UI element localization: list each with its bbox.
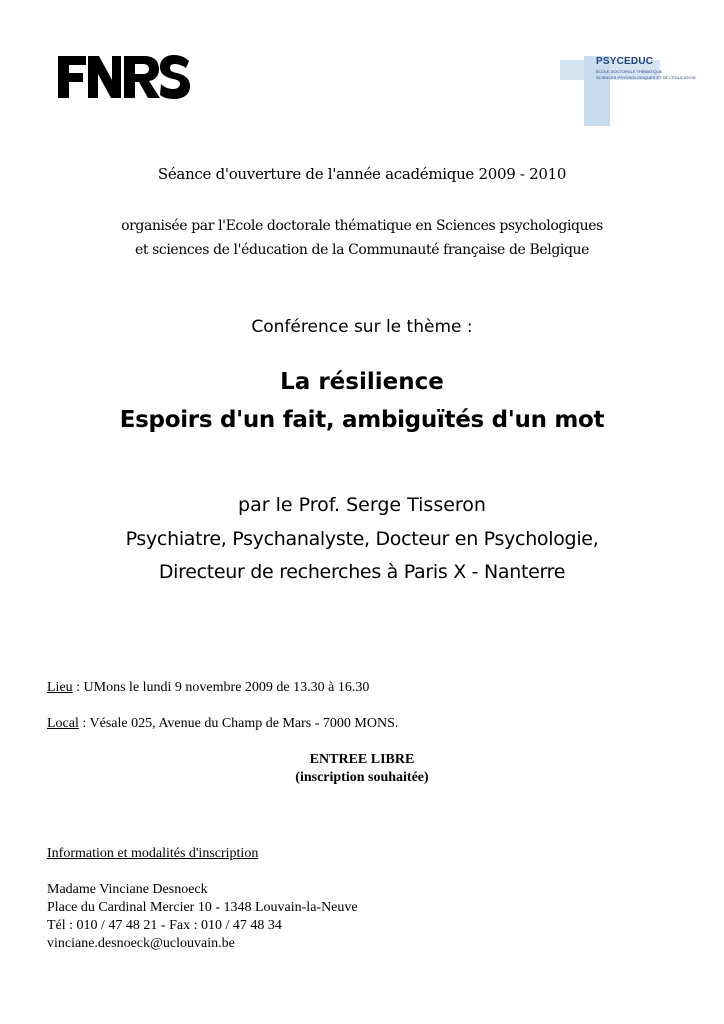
psyceduc-tagline-1: ÉCOLE DOCTORALE THÉMATIQUE: [596, 69, 663, 74]
lieu-row: [47, 680, 369, 696]
local-label: Local: [47, 716, 79, 731]
fnrs-logo: [56, 52, 192, 102]
entree-libre: ENTREE LIBRE: [309, 752, 415, 767]
local-value: : Vésale 025, Avenue du Champ de Mars - 7000 MONS.: [78, 716, 399, 731]
inscription-note: (inscription souhaitée): [295, 770, 429, 785]
speaker-role-1: Psychiatre, Psychanalyste, Docteur en Psychologie,: [125, 528, 599, 550]
psyceduc-name: PSYCEDUC: [596, 56, 654, 67]
conference-intro: Conférence sur le thème :: [251, 317, 473, 337]
conference-title-line-1: La résilience: [280, 369, 444, 395]
organizer-line-2: et sciences de l'éducation de la Communauté française de Belgique: [134, 242, 590, 258]
organizer-line-1: organisée par l'Ecole doctorale thématique en Sciences psychologiques: [121, 218, 603, 234]
info-heading: Information et modalités d'inscription: [47, 846, 259, 861]
opening-line: Séance d'ouverture de l'année académique 2009 - 2010: [157, 165, 567, 183]
psyceduc-tagline-2: SCIENCES PSYCHOLOGIQUES ET DE L'ÉDUCATION: [596, 75, 696, 80]
conference-title-line-2: Espoirs d'un fait, ambiguïtés d'un mot: [119, 407, 605, 433]
contact-address: Place du Cardinal Mercier 10 - 1348 Louvain-la-Neuve: [47, 900, 358, 915]
contact-email[interactable]: vinciane.desnoeck@uclouvain.be: [47, 936, 235, 951]
speaker-line: par le Prof. Serge Tisseron: [238, 494, 486, 516]
lieu-value: : UMons le lundi 9 novembre 2009 de 13.30 à 16.30: [72, 680, 370, 695]
contact-name: Madame Vinciane Desnoeck: [47, 882, 208, 897]
lieu-label: Lieu: [47, 680, 73, 695]
psyceduc-logo: [560, 56, 696, 126]
contact-phone: Tél : 010 / 47 48 21 - Fax : 010 / 47 48 34: [47, 918, 282, 933]
speaker-role-2: Directeur de recherches à Paris X - Nanterre: [158, 561, 566, 583]
local-row: [47, 716, 398, 732]
